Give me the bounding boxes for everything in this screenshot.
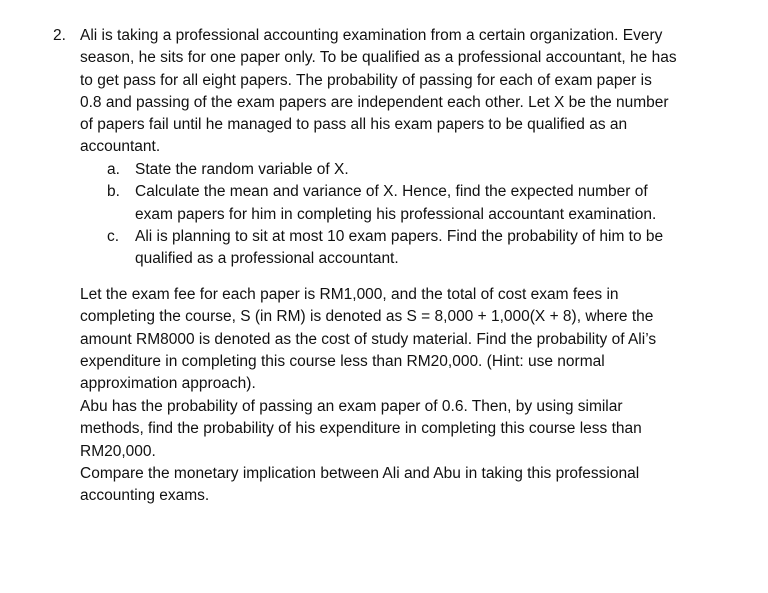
sub-question-text: Calculate the mean and variance of X. Hence, find the expected number of: [135, 183, 648, 201]
abu-line: Abu has the probability of passing an exam paper of 0.6. Then, by using similar: [80, 398, 623, 415]
intro-line: to get pass for all eight papers. The probability of passing for each of exam paper is: [80, 71, 652, 89]
fee-paragraph: [80, 284, 714, 395]
intro-line: season, he sits for one paper only. To be qualified as a professional accountant, he has: [80, 49, 677, 67]
sub-question-a: [107, 159, 714, 181]
sub-question-text: qualified as a professional accountant.: [135, 250, 399, 268]
intro-line: 0.8 and passing of the exam papers are independent each other. Let X be the number: [80, 93, 669, 111]
sub-question-label: c.: [107, 227, 120, 245]
sub-question-list: [107, 159, 714, 270]
sub-question-text: Ali is planning to sit at most 10 exam papers. Find the probability of him to be: [135, 227, 664, 245]
abu-paragraph: [80, 396, 714, 463]
sub-question-text: State the random variable of X.: [135, 161, 349, 178]
fee-line: approximation approach).: [80, 375, 256, 393]
abu-line: methods, find the probability of his expenditure in completing this course less than: [80, 420, 642, 438]
abu-line: RM20,000.: [80, 442, 156, 460]
fee-line: completing the course, S (in RM) is denoted as S = 8,000 + 1,000(X + 8), where the: [80, 308, 654, 326]
fee-line: Let the exam fee for each paper is RM1,000, and the total of cost exam fees in: [80, 286, 619, 303]
compare-paragraph: [80, 463, 714, 508]
compare-line: accounting exams.: [80, 487, 210, 505]
intro-line: accountant.: [80, 138, 161, 156]
sub-question-label: b.: [107, 183, 120, 201]
question-number: 2.: [53, 27, 66, 44]
sub-question-label: a.: [107, 161, 120, 178]
intro-line: Ali is taking a professional accounting examination from a certain organization. Every: [80, 27, 663, 44]
sub-question-b: [107, 181, 714, 226]
question-intro: [80, 25, 714, 159]
sub-question-text: exam papers for him in completing his professional accountant examination.: [135, 205, 657, 223]
fee-line: amount RM8000 is denoted as the cost of study material. Find the probability of Ali’s: [80, 330, 657, 348]
intro-line: of papers fail until he managed to pass all his exam papers to be qualified as an: [80, 116, 628, 134]
sub-question-c: [107, 226, 714, 271]
compare-line: Compare the monetary implication between Ali and Abu in taking this professional: [80, 465, 640, 482]
fee-line: expenditure in completing this course less than RM20,000. (Hint: use normal: [80, 352, 605, 370]
